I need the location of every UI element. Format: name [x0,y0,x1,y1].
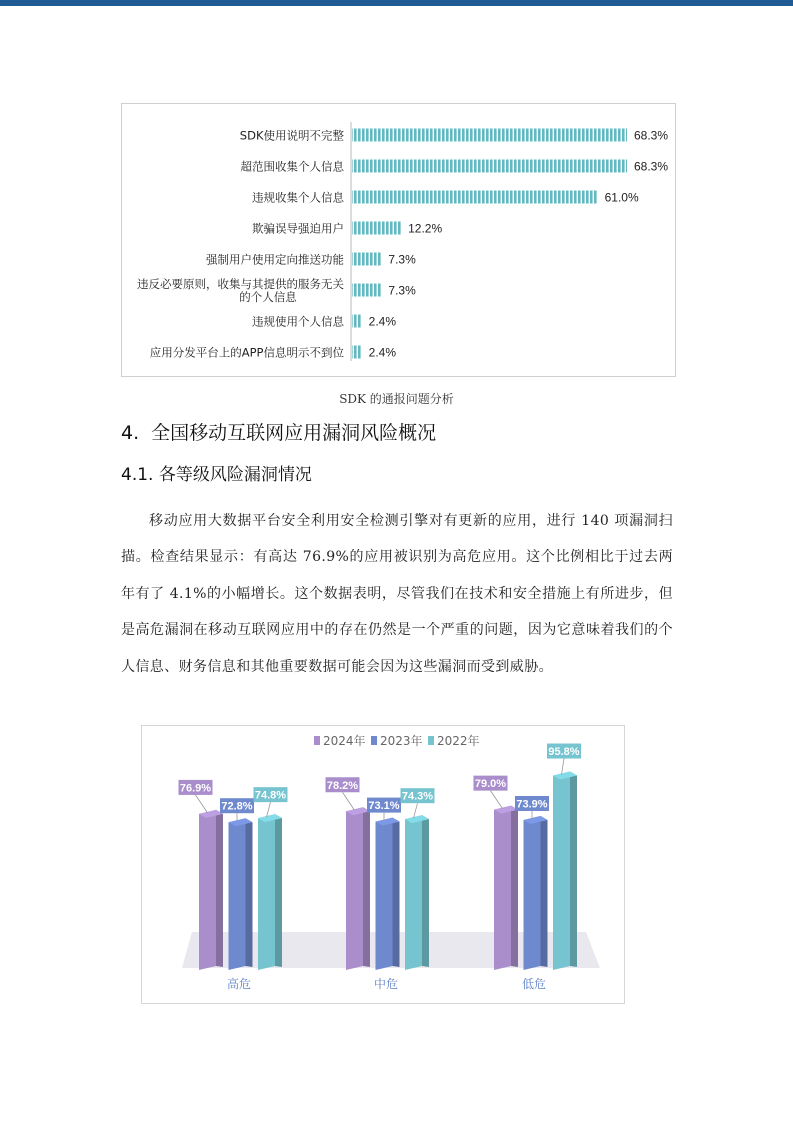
data-label-text: 74.3% [401,790,434,803]
sdk-bar [352,346,362,359]
sdk-bar-value-label: 61.0% [604,190,639,205]
sdk-category-label: 强制用户使用定向推送功能 [206,252,344,267]
column-bar-front [346,807,363,970]
data-label-text: 73.1% [368,800,400,813]
sdk-bar-value-label: 7.3% [388,283,416,298]
sdk-bar [352,191,598,204]
column-bar-side [570,772,577,967]
sdk-bar [352,284,381,297]
data-label-text: 74.8% [254,789,287,802]
column-bar-front [258,814,275,970]
sdk-bar-value-label: 12.2% [408,221,443,236]
data-label-leader [562,759,565,775]
sdk-bar [352,315,362,328]
sdk-issues-chart-svg [122,104,675,376]
legend-label: 2023年 [380,734,423,748]
sdk-category-label: 超范围收集个人信息 [240,159,344,174]
sdk-bar-value-label: 7.3% [388,252,416,267]
risk-level-chart-svg [142,726,624,1003]
data-label-leader [414,803,418,818]
data-label-leader [491,791,503,809]
section-title: 全国移动互联网应用漏洞风险概况 [151,422,437,444]
column-bar-front [405,815,422,970]
sdk-bar-value-label: 68.3% [634,159,669,174]
column-bar-side [275,814,282,967]
column-bar-side [511,806,518,967]
sdk-category-label: 违规使用个人信息 [252,314,344,329]
data-label-leader [196,795,208,813]
category-label: 低危 [521,977,547,991]
sdk-category-label-line2: 的个人信息 [239,290,297,304]
data-label-leader [343,792,355,810]
data-label-text: 76.9% [179,782,212,795]
column-bar-front [524,816,541,970]
legend-swatch [428,736,434,745]
category-label: 高危 [226,977,252,991]
column-bar-side [216,810,223,967]
top-rule [0,0,793,6]
legend-swatch [371,736,377,745]
sdk-issues-chart [121,103,676,377]
sdk-bar [352,129,627,142]
column-bar-front [199,810,216,970]
sdk-category-label: SDK使用说明不完整 [239,128,344,143]
sdk-bar-value-label: 2.4% [368,345,397,360]
risk-level-chart [141,725,625,1004]
body-paragraph: 移动应用大数据平台安全利用安全检测引擎对有更新的应用，进行 140 项漏洞扫描。检查结果显示：有高达 76.9%的应用被识别为高危应用。这个比例相比于过去两年有了 4.1%的小幅增长。这个数据表明，尽管我们在技术和安全措施上有所进步，但是高危漏洞在移动互联网应用中的存在仍然是一个严重的问题，因为它意味着我们的个人信息、财务信息和其他重要数据可能会因为这些漏洞而受到威胁。 [121,513,673,675]
legend-label: 2022年 [437,734,480,748]
column-bar-front [229,818,246,970]
column-bar-front [376,818,393,970]
data-label-text: 78.2% [326,779,359,792]
category-label: 中危 [373,977,399,991]
section-number: 4. [121,422,140,444]
sdk-bar [352,160,627,173]
sdk-category-label: 应用分发平台上的APP信息明示不到位 [149,345,344,360]
sdk-category-label: 欺骗误导强迫用户 [252,221,344,236]
legend-label: 2024年 [323,734,366,748]
column-bar-side [246,818,253,967]
data-label-text: 72.8% [221,800,253,813]
sdk-bar [352,253,381,266]
data-label-text: 95.8% [548,746,580,759]
data-label-leader [267,802,271,817]
column-bar-front [494,806,511,970]
sdk-category-label: 违反必要原则，收集与其提供的服务无关 [137,277,344,291]
chart-caption: SDK 的通报问题分析 [339,392,454,406]
column-bar-side [393,818,400,967]
sdk-bar-value-label: 68.3% [634,128,669,143]
column-bar-side [422,815,429,967]
column-bar-side [363,807,370,967]
column-bar-front [553,772,570,970]
legend-swatch [314,736,320,745]
subsection-heading: 4.1. 各等级风险漏洞情况 [121,465,312,485]
sdk-bar-value-label: 2.4% [368,314,397,329]
section-heading [121,418,436,445]
sdk-category-label: 违规收集个人信息 [252,190,344,205]
column-bar-side [541,816,548,967]
data-label-text: 79.0% [474,778,507,791]
data-label-text: 73.9% [516,798,548,811]
sdk-bar [352,222,401,235]
